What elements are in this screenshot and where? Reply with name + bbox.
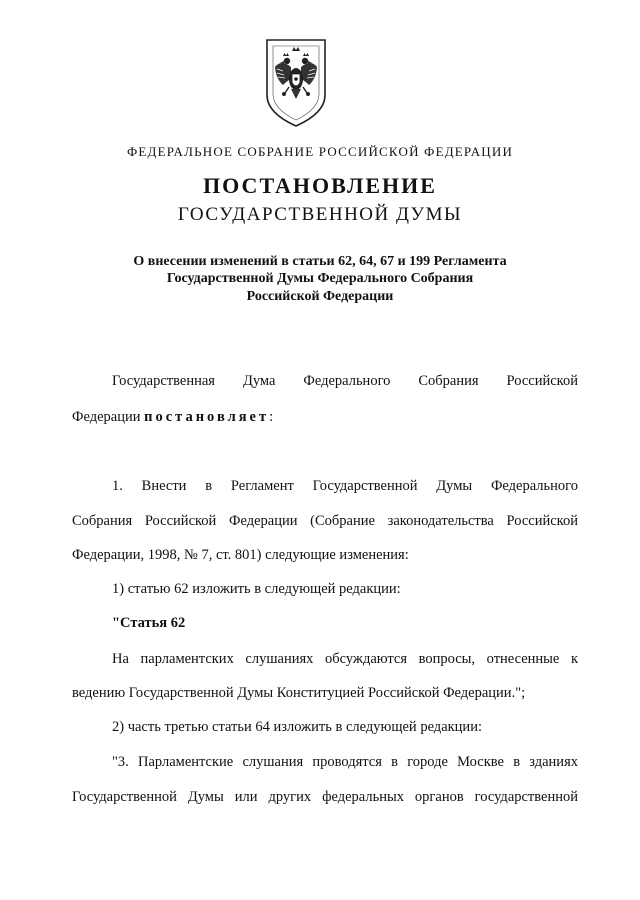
paragraph-3-line-2: Государственной Думы или других федеральных органов государственной: [72, 789, 578, 805]
item-1: 1) статью 62 изложить в следующей редакции:: [112, 581, 401, 597]
subject-line-3: Российской Федерации: [246, 289, 394, 304]
paragraph-3-line-1: "3. Парламентские слушания проводятся в городе Москве в зданиях: [112, 754, 578, 770]
item-2: 2) часть третью статьи 64 изложить в следующей редакции:: [112, 719, 482, 735]
subject-line-1: О внесении изменений в статьи 62, 64, 67 и 199 Регламента: [133, 254, 507, 269]
russian-coat-of-arms-icon: [263, 37, 329, 129]
federal-assembly-heading: ФЕДЕРАЛЬНОЕ СОБРАНИЕ РОССИЙСКОЙ ФЕДЕРАЦИИ: [126, 144, 514, 159]
subject-line-2: Государственной Думы Федерального Собрания: [166, 271, 474, 286]
preamble-end: :: [269, 409, 274, 425]
article-62-line-2: ведению Государственной Думы Конституцией Российской Федерации.";: [72, 685, 526, 701]
issuer-title: ГОСУДАРСТВЕННОЙ ДУМЫ: [177, 204, 463, 225]
resolves-keyword: постановляет: [144, 409, 270, 425]
article-62-line-1: На парламентских слушаниях обсуждаются вопросы, отнесенные к: [112, 651, 578, 667]
paragraph-1-line-2: Собрания Российской Федерации (Собрание законодательства Российской: [72, 513, 578, 529]
article-62-heading: "Статья 62: [112, 615, 186, 631]
preamble-start: Федерации: [72, 409, 145, 425]
document-type-title: ПОСТАНОВЛЕНИЕ: [203, 173, 437, 198]
paragraph-1-line-3: Федерации, 1998, № 7, ст. 801) следующие изменения:: [72, 547, 409, 563]
preamble-line-2: [72, 407, 273, 427]
paragraph-1-line-1: 1. Внести в Регламент Государственной Думы Федерального: [112, 478, 578, 494]
preamble-line-1: Государственная Дума Федерального Собрания Российской: [112, 373, 578, 389]
